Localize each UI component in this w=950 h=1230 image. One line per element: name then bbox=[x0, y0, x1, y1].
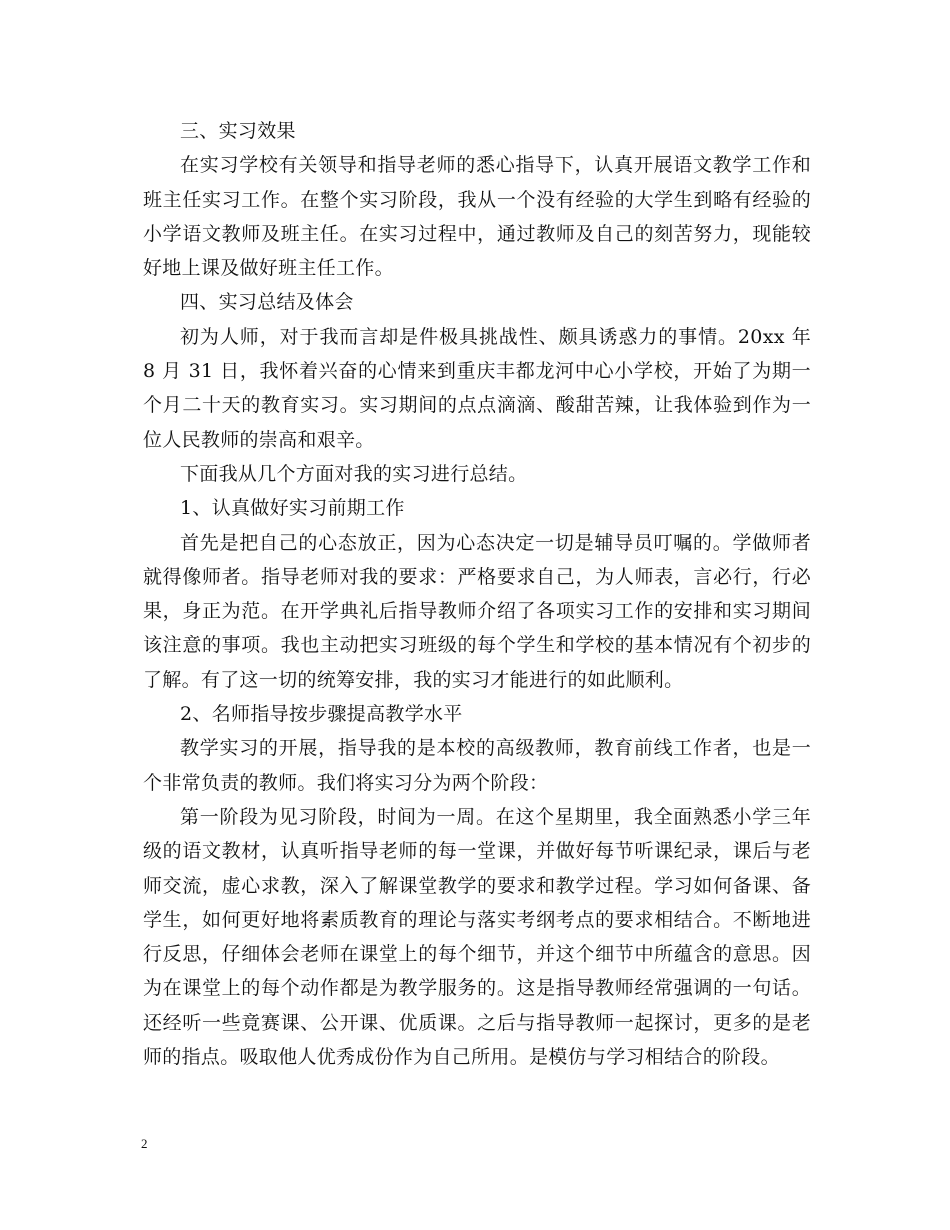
paragraph-first-stage: 第一阶段为见习阶段，时间为一周。在这个星期里，我全面熟悉小学三年级的语文教材，认真听指导老师的每一堂课，并做好每节听课纪录，课后与老师交流，虚心求教，深入了解课堂教学的要求和教学过程。学习如何备课、备学生，如何更好地将素质教育的理论与落实考纲考点的要求相结合。不断地进行反思，仔细体会老师在课堂上的每个细节，并这个细节中所蕴含的意思。因为在课堂上的每个动作都是为教学服务的。这是指导教师经常强调的一句话。还经听一些竟赛课、公开课、优质课。之后与指导教师一起探讨，更多的是老师的指点。吸取他人优秀成份作为自己所用。是模仿与学习相结合的阶段。 bbox=[143, 805, 811, 1069]
paragraph-results: 在实习学校有关领导和指导老师的悉心指导下，认真开展语文教学工作和班主任实习工作。在整个实习阶段，我从一个没有经验的大学生到略有经验的小学语文教师及班主任。在实习过程中，通过教师及自己的刻苦努力，现能较好地上课及做好班主任工作。 bbox=[143, 154, 811, 280]
document-body bbox=[143, 114, 811, 1074]
paragraph-guidance: 教学实习的开展，指导我的是本校的高级教师，教育前线工作者，也是一个非常负责的教师。我们将实习分为两个阶段： bbox=[143, 737, 811, 794]
subheading-preparation: 1、认真做好实习前期工作 bbox=[180, 497, 405, 520]
paragraph-intro: 初为人师，对于我而言却是件极具挑战性、颇具诱惑力的事情。20xx 年 8 月 31 日，我怀着兴奋的心情来到重庆丰都龙河中心小学校，开始了为期一个月二十天的教育实习。实习期间的点点滴滴、酸甜苦辣，让我体验到作为一位人民教师的崇高和艰辛。 bbox=[143, 325, 811, 451]
section-heading-results: 三、实习效果 bbox=[180, 120, 296, 142]
page-number: 2 bbox=[141, 1136, 148, 1151]
section-heading-summary: 四、实习总结及体会 bbox=[180, 291, 354, 314]
paragraph-overview: 下面我从几个方面对我的实习进行总结。 bbox=[180, 462, 528, 485]
paragraph-preparation: 首先是把自己的心态放正，因为心态决定一切是辅导员叮嘱的。学做师者就得像师者。指导老师对我的要求：严格要求自己，为人师表，言必行，行必果，身正为范。在开学典礼后指导教师介绍了各项实习工作的安排和实习期间该注意的事项。我也主动把实习班级的每个学生和学校的基本情况有个初步的了解。有了这一切的统筹安排，我的实习才能进行的如此顺利。 bbox=[143, 531, 811, 691]
subheading-guidance: 2、名师指导按步骤提高教学水平 bbox=[180, 703, 463, 726]
